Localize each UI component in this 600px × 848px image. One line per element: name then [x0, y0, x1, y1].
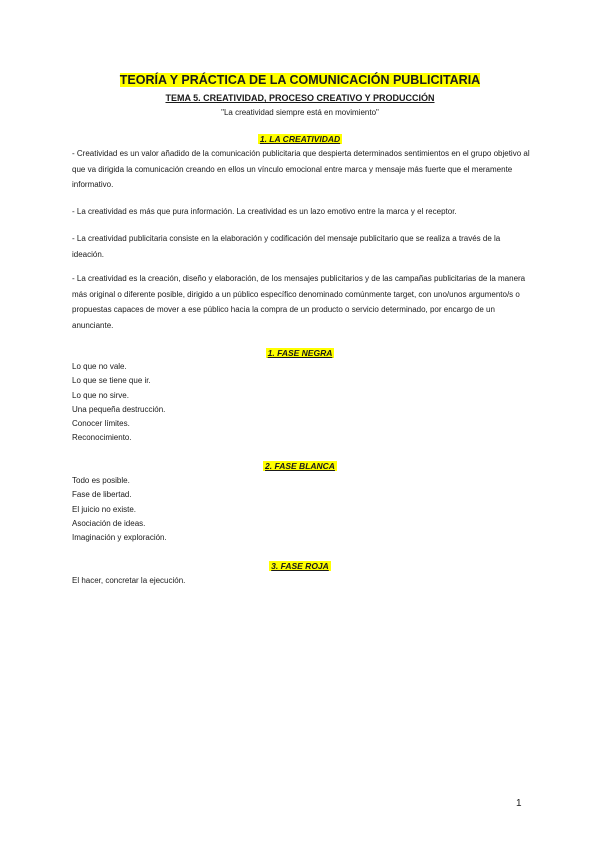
list-item: Lo que se tiene que ir.	[72, 376, 151, 386]
fase-negra-list	[72, 360, 530, 446]
list-item: Una pequeña destrucción.	[72, 404, 166, 414]
list-item: Asociación de ideas.	[72, 518, 146, 528]
list-item: Fase de libertad.	[72, 490, 132, 500]
section-heading-fase-blanca	[0, 460, 600, 472]
section-heading-text: 1. FASE NEGRA	[267, 348, 333, 358]
list-item: Lo que no vale.	[72, 362, 127, 371]
fase-roja-list	[72, 574, 530, 588]
page-number: 1	[516, 798, 522, 809]
paragraph: - Creatividad es un valor añadido de la comunicación publicitaria que despierta determinados sentimientos en el grupo objetivo al que va dirigida la comunicación creando en ellos un vínculo emocional entre marca y mensaje más fuerte que el meramente informativo.	[72, 149, 530, 189]
topic-subtitle	[0, 92, 600, 104]
list-item: Conocer límites.	[72, 419, 130, 429]
list-item: Reconocimiento.	[72, 433, 132, 443]
fase-blanca-list	[72, 474, 530, 545]
section-heading-fase-negra	[0, 347, 600, 359]
document-title	[0, 72, 600, 88]
list-item: Lo que no sirve.	[72, 390, 129, 400]
list-item: El hacer, concretar la ejecución.	[72, 576, 186, 585]
section-heading-fase-roja	[0, 560, 600, 572]
document-title-text: TEORÍA Y PRÁCTICA DE LA COMUNICACIÓN PUBLICITARIA	[119, 73, 481, 87]
topic-subtitle-text: TEMA 5. CREATIVIDAD, PROCESO CREATIVO Y PRODUCCIÓN	[165, 93, 435, 103]
section-heading-text: 2. FASE BLANCA	[265, 461, 335, 471]
section-heading-text: 1. LA CREATIVIDAD	[259, 134, 341, 144]
list-item: El juicio no existe.	[72, 504, 137, 514]
section-heading-creatividad	[0, 133, 600, 145]
paragraph: - La creatividad publicitaria consiste en la elaboración y codificación del mensaje publicitario que se realiza a través de la ideación.	[72, 234, 501, 259]
paragraph: - La creatividad es la creación, diseño y elaboración, de los mensajes publicitarios y de las campañas publicitarias de la manera más original o diferente posible, dirigido a un público específico denominado comúnmente target, con uno/unos argumento/s o propuestas capaces de mover a ese público hacia la compra de un producto o servicio determinado, por encargo de un anunciante.	[72, 274, 526, 330]
paragraph: - La creatividad es más que pura información. La creatividad es un lazo emotivo entre la marca y el receptor.	[72, 207, 457, 216]
list-item: Todo es posible.	[72, 476, 130, 485]
section-heading-text: 3. FASE ROJA	[271, 561, 329, 571]
epigraph-quote: "La creatividad siempre está en movimiento"	[221, 108, 379, 117]
list-item: Imaginación y exploración.	[72, 533, 167, 543]
